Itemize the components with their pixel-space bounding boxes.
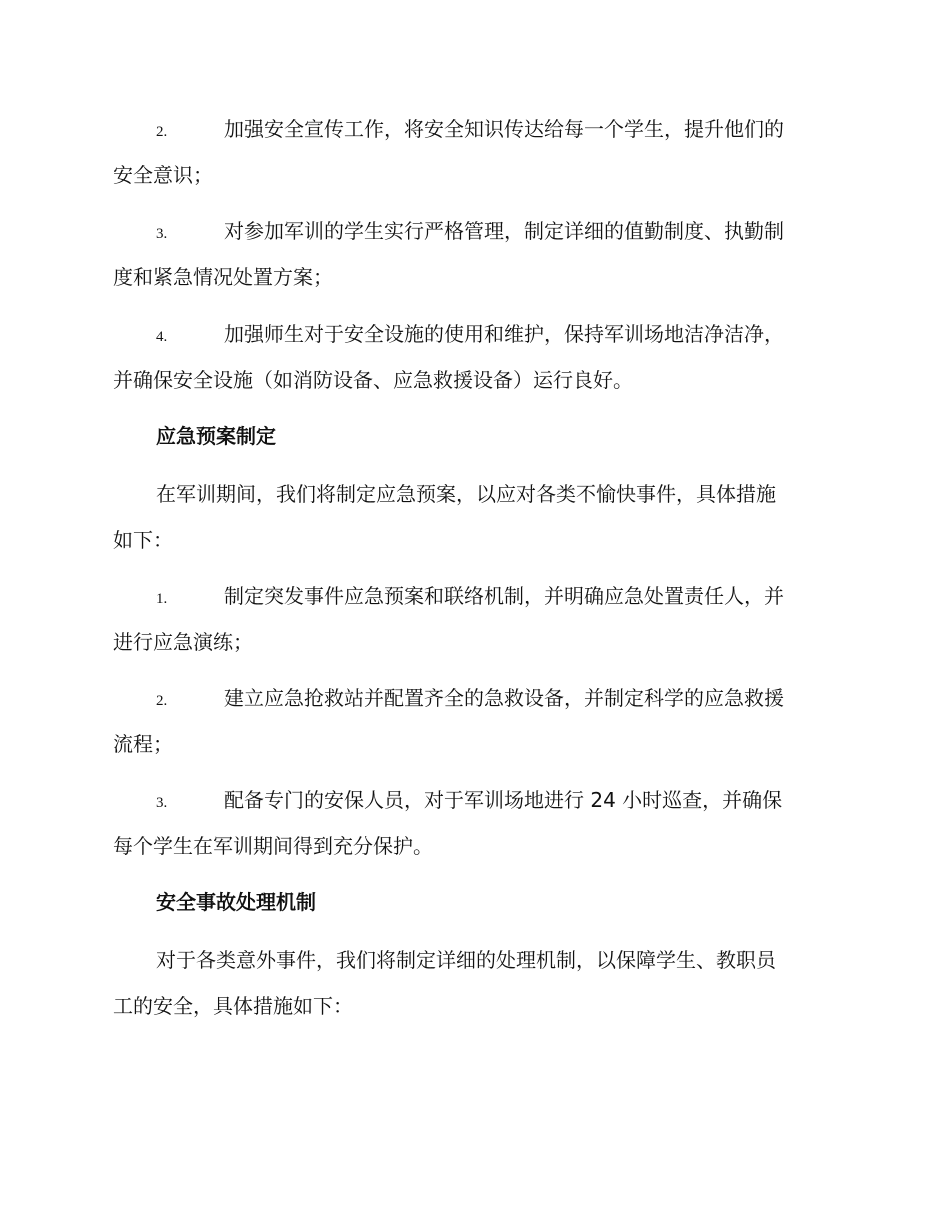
list-text-line: 加强师生对于安全设施的使用和维护，保持军训场地洁净洁净，: [224, 322, 784, 346]
list-item: [113, 208, 833, 300]
list-text-line: 加强安全宣传工作，将安全知识传达给每一个学生，提升他们的: [224, 117, 784, 141]
section-heading: 安全事故处理机制: [156, 890, 316, 914]
list-text-line: 每个学生在军训期间得到充分保护。: [113, 834, 433, 858]
list-item: [113, 777, 833, 869]
list-text-line: 安全意识；: [113, 163, 213, 187]
paragraph-line: 对于各类意外事件，我们将制定详细的处理机制，以保障学生、教职员: [156, 948, 776, 972]
list-text-line: 制定突发事件应急预案和联络机制，并明确应急处置责任人，并: [224, 584, 784, 608]
paragraph-line: 如下：: [113, 528, 173, 552]
list-number: 1.: [156, 591, 168, 607]
list-number: 3.: [156, 795, 168, 811]
list-text-line: 流程；: [113, 732, 173, 756]
list-text-line: 进行应急演练；: [113, 630, 253, 654]
list-item: [113, 573, 833, 665]
list-text-line: 配备专门的安保人员，对于军训场地进行 24 小时巡查，并确保: [224, 788, 783, 812]
list-item: [113, 106, 833, 198]
paragraph: [113, 937, 833, 1029]
paragraph-line: 在军训期间，我们将制定应急预案，以应对各类不愉快事件，具体措施: [156, 482, 776, 506]
list-item: [113, 675, 833, 767]
list-text-line: 并确保安全设施（如消防设备、应急救援设备）运行良好。: [113, 368, 633, 392]
paragraph: [113, 471, 833, 563]
list-number: 2.: [156, 124, 168, 140]
section-heading-block: [113, 879, 833, 925]
list-number: 4.: [156, 329, 168, 345]
list-text-line: 建立应急抢救站并配置齐全的急救设备，并制定科学的应急救援: [224, 686, 784, 710]
section-heading-block: [113, 413, 833, 459]
section-heading: 应急预案制定: [156, 424, 276, 448]
list-number: 2.: [156, 693, 168, 709]
paragraph-line: 工的安全，具体措施如下：: [113, 994, 353, 1018]
list-item: [113, 311, 833, 403]
list-text-line: 度和紧急情况处置方案；: [113, 265, 333, 289]
list-text-line: 对参加军训的学生实行严格管理，制定详细的值勤制度、执勤制: [224, 219, 784, 243]
list-number: 3.: [156, 226, 168, 242]
